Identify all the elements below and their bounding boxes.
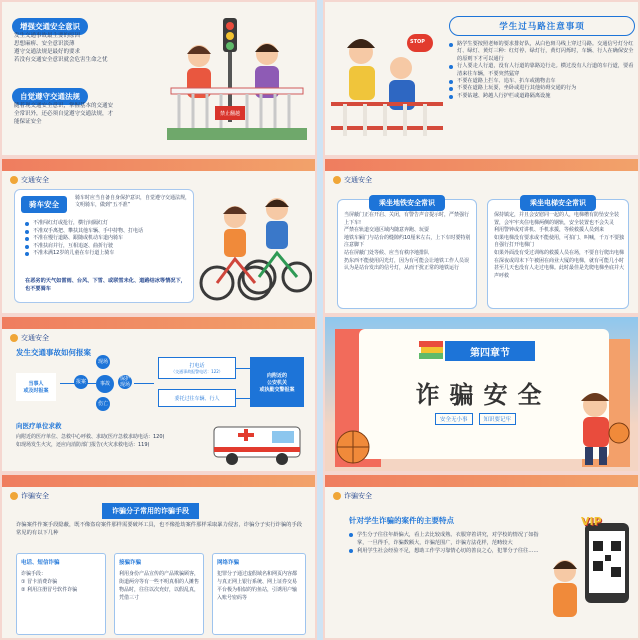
flow-line [236,398,250,399]
header-dot-icon [333,492,341,500]
weather-warning: 在恶劣的天气如雷雨、台风、下雪、或联雪未化、道路结冰等情况下，也不要骑车 [25,278,186,292]
call-title: 打电话 [189,362,205,369]
no-climbing-sign: 禁止翻越 [215,107,245,119]
chapter-title: 诈骗安全 [415,381,552,409]
slide-header [10,333,49,343]
node-casualty: 伤亡 [96,397,110,411]
awareness-line: 发生交通事故最主要的原因 [14,33,81,39]
subtitle-tag: 知识要记牢 [479,413,517,425]
node-report: 报案 [74,375,88,389]
list-item: 不准在慢行道路、跟随或机动车道内骑车 [25,235,190,243]
metro-line: 当屏蔽门正在开启、关闭，有警告声音提示时，严禁强行上下车! [344,212,470,226]
boy-with-basketball-illustration [561,387,637,469]
slide-crossing-road[interactable] [323,0,640,157]
list-item: 不要在道路上拦车、追车、扒车或抛物击车 [449,78,635,85]
header-label: 诈骗安全 [344,492,372,500]
hospital-line: 如现场发生火灾，还应向消防部门报告(火灾求救电话：119) [16,442,150,448]
vip-label: VIP [581,515,602,528]
subtitle-tag: 安全无小事 [435,413,473,425]
phone-fraud-line: ① 冒卡消费诈骗 [21,579,58,585]
phone-fraud-card [16,553,106,635]
obey-law-line: 随着现交通安全意识，掌握基本的交通安 [14,103,114,109]
books-icon [417,339,445,365]
metro-line: 地铁车厢门与站台的缝隙约10厘米左右，上下车时要特别注意脚下 [344,234,471,249]
slide-header [333,491,372,501]
list-item: 利用学生社会经验不足，想助工作学习靠情心切的善良之心，犯罪分子往往…… [349,547,539,555]
list-item: 不要在道路上玩耍，坐卧或进行其他妨碍交通的行为 [449,85,635,92]
list-item: 不要钻越、跨越人行护栏或道路隔离设施 [449,93,635,100]
header-dot-icon [10,334,18,342]
hospital-line: 向附近的医疗单位、急救中心呼救、求助(医疗急救求助电话：120) [16,434,165,440]
node-scene: 现场 [96,355,110,369]
stop-sign: STOP [410,39,425,45]
section-title: 针对学生诈骗的案件的主要特点 [349,516,454,525]
awareness-tag: 增强交通安全意识 [12,18,88,35]
fraud-intro: 诈骗案件作案手段隐蔽，既不像盗窃案件那样需要破坏工具，也不像抢劫案件那样采取暴力侵害，诈骗分子实行诈骗的手段常见的有以下几种 [16,522,303,536]
header-label: 诈骗安全 [21,492,49,500]
slide-chapter-fraud[interactable] [323,315,640,473]
top-band [325,475,638,487]
slide-cycling-safety[interactable] [0,157,317,315]
cycling-intro: 骑车时应当自备自身保护意识，自觉遵守交通法规，文明骑车，做到“五不准” [75,195,191,208]
kids-at-traffic-light-illustration [167,10,307,150]
list-item: 不准闯红灯或抢行，横行间隔红灯 [25,220,190,228]
slide-fraud-methods[interactable] [0,473,317,640]
elevator-card-title: 乘坐电梯安全常识 [520,195,596,211]
street-fraud-card [114,553,204,635]
online-fraud-line: 犯罪分子通过虚假域名和网页内容都与真正网上银行系统、网上证券交易平台极为相似的钓鱼站，引诱用户输入账号密码等 [217,571,298,601]
header-dot-icon [333,176,341,184]
ambulance-icon [210,421,306,469]
elevator-line: 利用警钟或对讲机、手机求援，等候救援人员到来 [494,227,605,234]
kids-cycling-illustration [197,187,312,309]
phone-fraud-title: 电话、短信诈骗 [21,560,60,566]
metro-card [337,199,477,309]
top-band [2,317,315,329]
phone-scam-illustration [545,511,637,635]
header-dot-icon [10,176,18,184]
awareness-line: 若没有交通安全意识就会危害生命之忧 [14,57,108,63]
metro-line: 严禁在轨道交通区域内随意奔跑、玩耍 [344,227,430,234]
cycling-tag: 骑车安全 [21,196,67,213]
top-band [2,159,315,171]
slide-traffic-awareness[interactable] [0,0,317,157]
metro-line: 站在屏蔽门处等候、应当有秩序地排队 [344,249,430,256]
awareness-line: 思想麻痹、安全意识淡薄 [14,41,75,47]
elevator-line: 如果电梯没有要求或不能使用，可拍门、叫喊，千万不要独自强行打开电梯门 [494,234,625,249]
chapter-label: 第四章节 [445,341,535,361]
section-title: 学生过马路注意事项 [449,16,635,36]
phone-fraud-line: ② 利用注册冒号软件诈骗 [21,587,78,593]
online-fraud-title: 网络诈骗 [217,560,240,566]
call-subtitle: （交通事故报警电话：122） [171,368,223,374]
top-band [2,475,315,487]
header-label: 交通安全 [21,334,49,342]
top-band [325,159,638,171]
police-box: 向附近的 公安机关 或执勤交警报案 [250,357,304,407]
crossing-kids-illustration [331,24,443,144]
elevator-line: 如果外面没有受过训练的救援人员在场，不要自行爬出电梯 [494,249,625,256]
delegate-box: 委托过往车辆、行人 [158,389,236,407]
section-title: 诈骗分子常用的诈骗手段 [102,503,199,519]
header-label: 交通安全 [21,176,49,184]
online-fraud-card [212,553,306,635]
obey-law-line: 全常识外，还必须自觉遵守交通法规，才 [14,111,114,117]
list-item: 不准未满12岁的儿童在车行道上骑车 [25,250,190,258]
elevator-card [487,199,629,309]
list-item: 路学生要按照老师的要求排好队，从白色斑马线上穿过马路。交通信号灯分红灯、绿灯、黄灯三种：红灯停、绿灯行，黄灯闪烁时，车辆、行人在确保安全的原则下才可以通行 [449,41,635,63]
header-label: 交通安全 [344,176,372,184]
list-item: 学生分子往往年龄偏大，看上去比较成熟、衣服穿着讲究，对学校的情况了如指掌，一旦得手，诈骗数额大，诈骗范围广，诈骗方法花样，范畴较大 [349,531,539,547]
street-fraud-line: 利用身份产品宣传的产品欺骗顾客，街道两旁等有一些不明真相的人摊售物品时，往往以次充好，以假乱真，凭借三寸 [119,571,200,601]
street-fraud-title: 接骗诈骗 [119,560,142,566]
phone-fraud-line: 诈骗手段： [21,571,47,577]
slide-student-fraud[interactable] [323,473,640,640]
basketball-icon [333,427,373,467]
elevator-line: 保持镇定，并且会安慰同一起的人，电梯槽有防坠安全装置，会牢牢夹住电梯两侧的钢轨，安全装置也不会失灵 [494,212,620,226]
obey-law-line: 能保证安全 [14,119,42,125]
metro-line: 扔东西不能使用闪光灯，因为有可能会让地铁工作人员误认为是站台发出的信号灯，从而干扰正常的地铁运行 [344,257,470,272]
list-item: 不准双手离把、攀扶其他车辆、手中持物、打电话 [25,228,190,236]
slide-accident-report[interactable] [0,315,317,473]
section-title: 发生交通事故如何报案 [16,348,91,357]
awareness-line: 遵守交通法规是最好的要求 [14,49,81,55]
slide-header [10,491,49,501]
slide-header [333,175,372,185]
party-label: 当事人 或及时报案 [16,373,56,401]
flow-line [236,368,250,369]
list-item: 不准扶肩并行，互相追逐、曲折行驶 [25,243,190,251]
list-item: 行人要走人行道，没有人行道的靠路边行走。横过没有人行道的车行道，要看清来往车辆，不要突然猛穿 [449,63,635,78]
header-dot-icon [10,492,18,500]
call-box [158,357,236,379]
flow-line [134,383,154,384]
metro-card-title: 乘坐地铁安全常识 [369,195,445,211]
node-accident: 事故 [96,375,114,393]
elevator-line: 在深夜或周末下午被困在商业大厦的电梯，就有可能几小时甚至几天也没有人走过电梯。此时最佳是先爬电梯坐底并大声呼救 [494,257,625,279]
obey-law-tag: 自觉遵守交通法规 [12,88,88,105]
node-protect: 保护现场 [119,376,130,388]
slide-header [10,175,49,185]
hospital-section-title: 向医疗单位求救 [16,422,62,430]
slide-metro-elevator[interactable] [323,157,640,315]
